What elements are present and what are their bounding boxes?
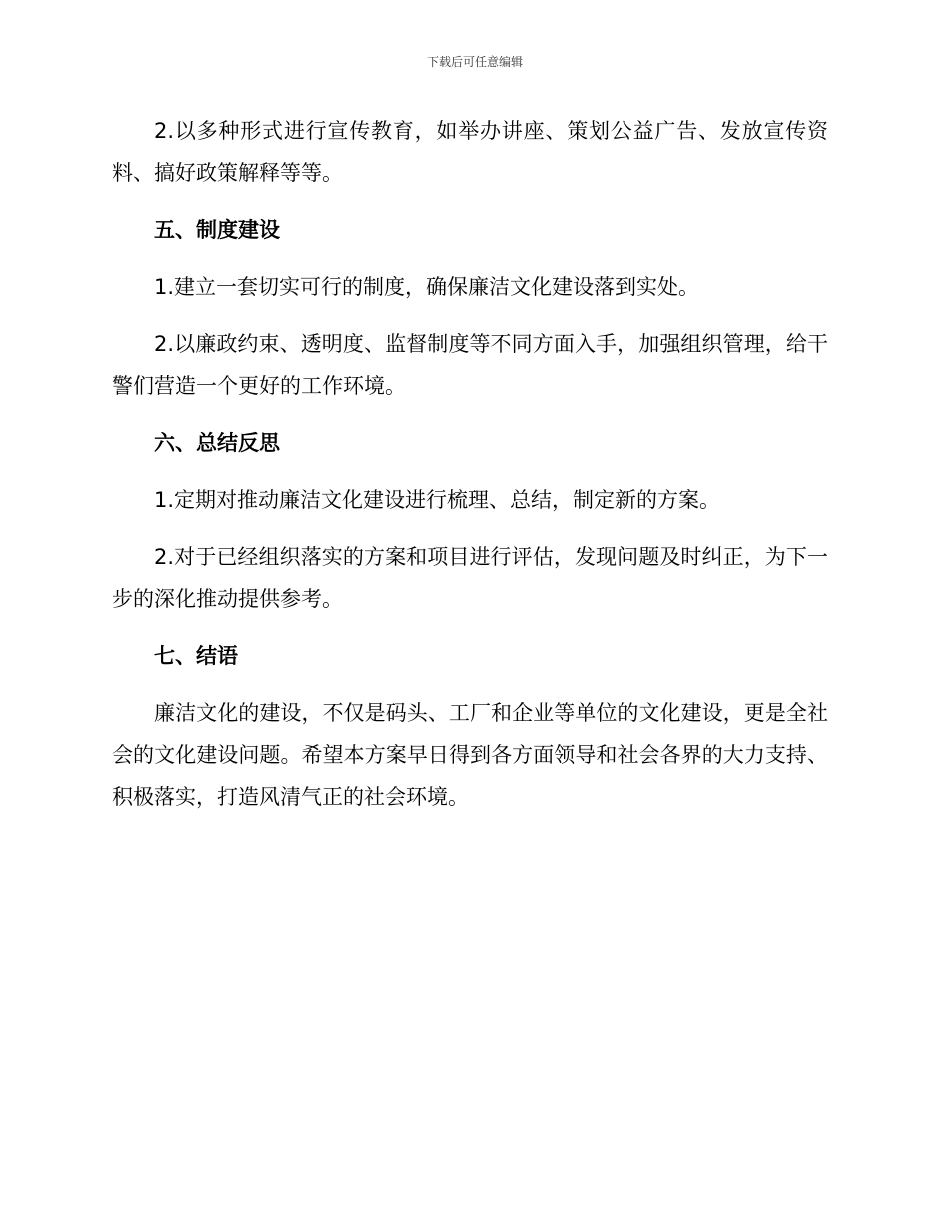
paragraph-organization-management: 2.以廉政约束、透明度、监督制度等不同方面入手，加强组织管理，给干警们营造一个更好的工作环境。 (112, 332, 828, 398)
paragraph-conclusion: 廉洁文化的建设，不仅是码头、工厂和企业等单位的文化建设，更是全社会的文化建设问题。希望本方案早日得到各方面领导和社会各界的大力支持、积极落实，打造风清气正的社会环境。 (112, 701, 828, 809)
header-note: 下载后可任意编辑 (426, 55, 523, 69)
paragraph-evaluation: 2.对于已经组织落实的方案和项目进行评估，发现问题及时纠正，为下一步的深化推动提供参考。 (112, 545, 828, 611)
document-body (112, 110, 828, 833)
section-heading-conclusion: 七、结语 (154, 644, 238, 668)
paragraph-system-establish: 1.建立一套切实可行的制度，确保廉洁文化建设落到实处。 (154, 275, 700, 299)
section-heading-system-building: 五、制度建设 (154, 218, 280, 242)
paragraph-publicity-education: 2.以多种形式进行宣传教育，如举办讲座、策划公益广告、发放宣传资料、搞好政策解释等等。 (112, 119, 828, 185)
paragraph-regular-review: 1.定期对推动廉洁文化建设进行梳理、总结，制定新的方案。 (154, 488, 721, 512)
section-heading-summary-reflection: 六、总结反思 (154, 431, 280, 455)
